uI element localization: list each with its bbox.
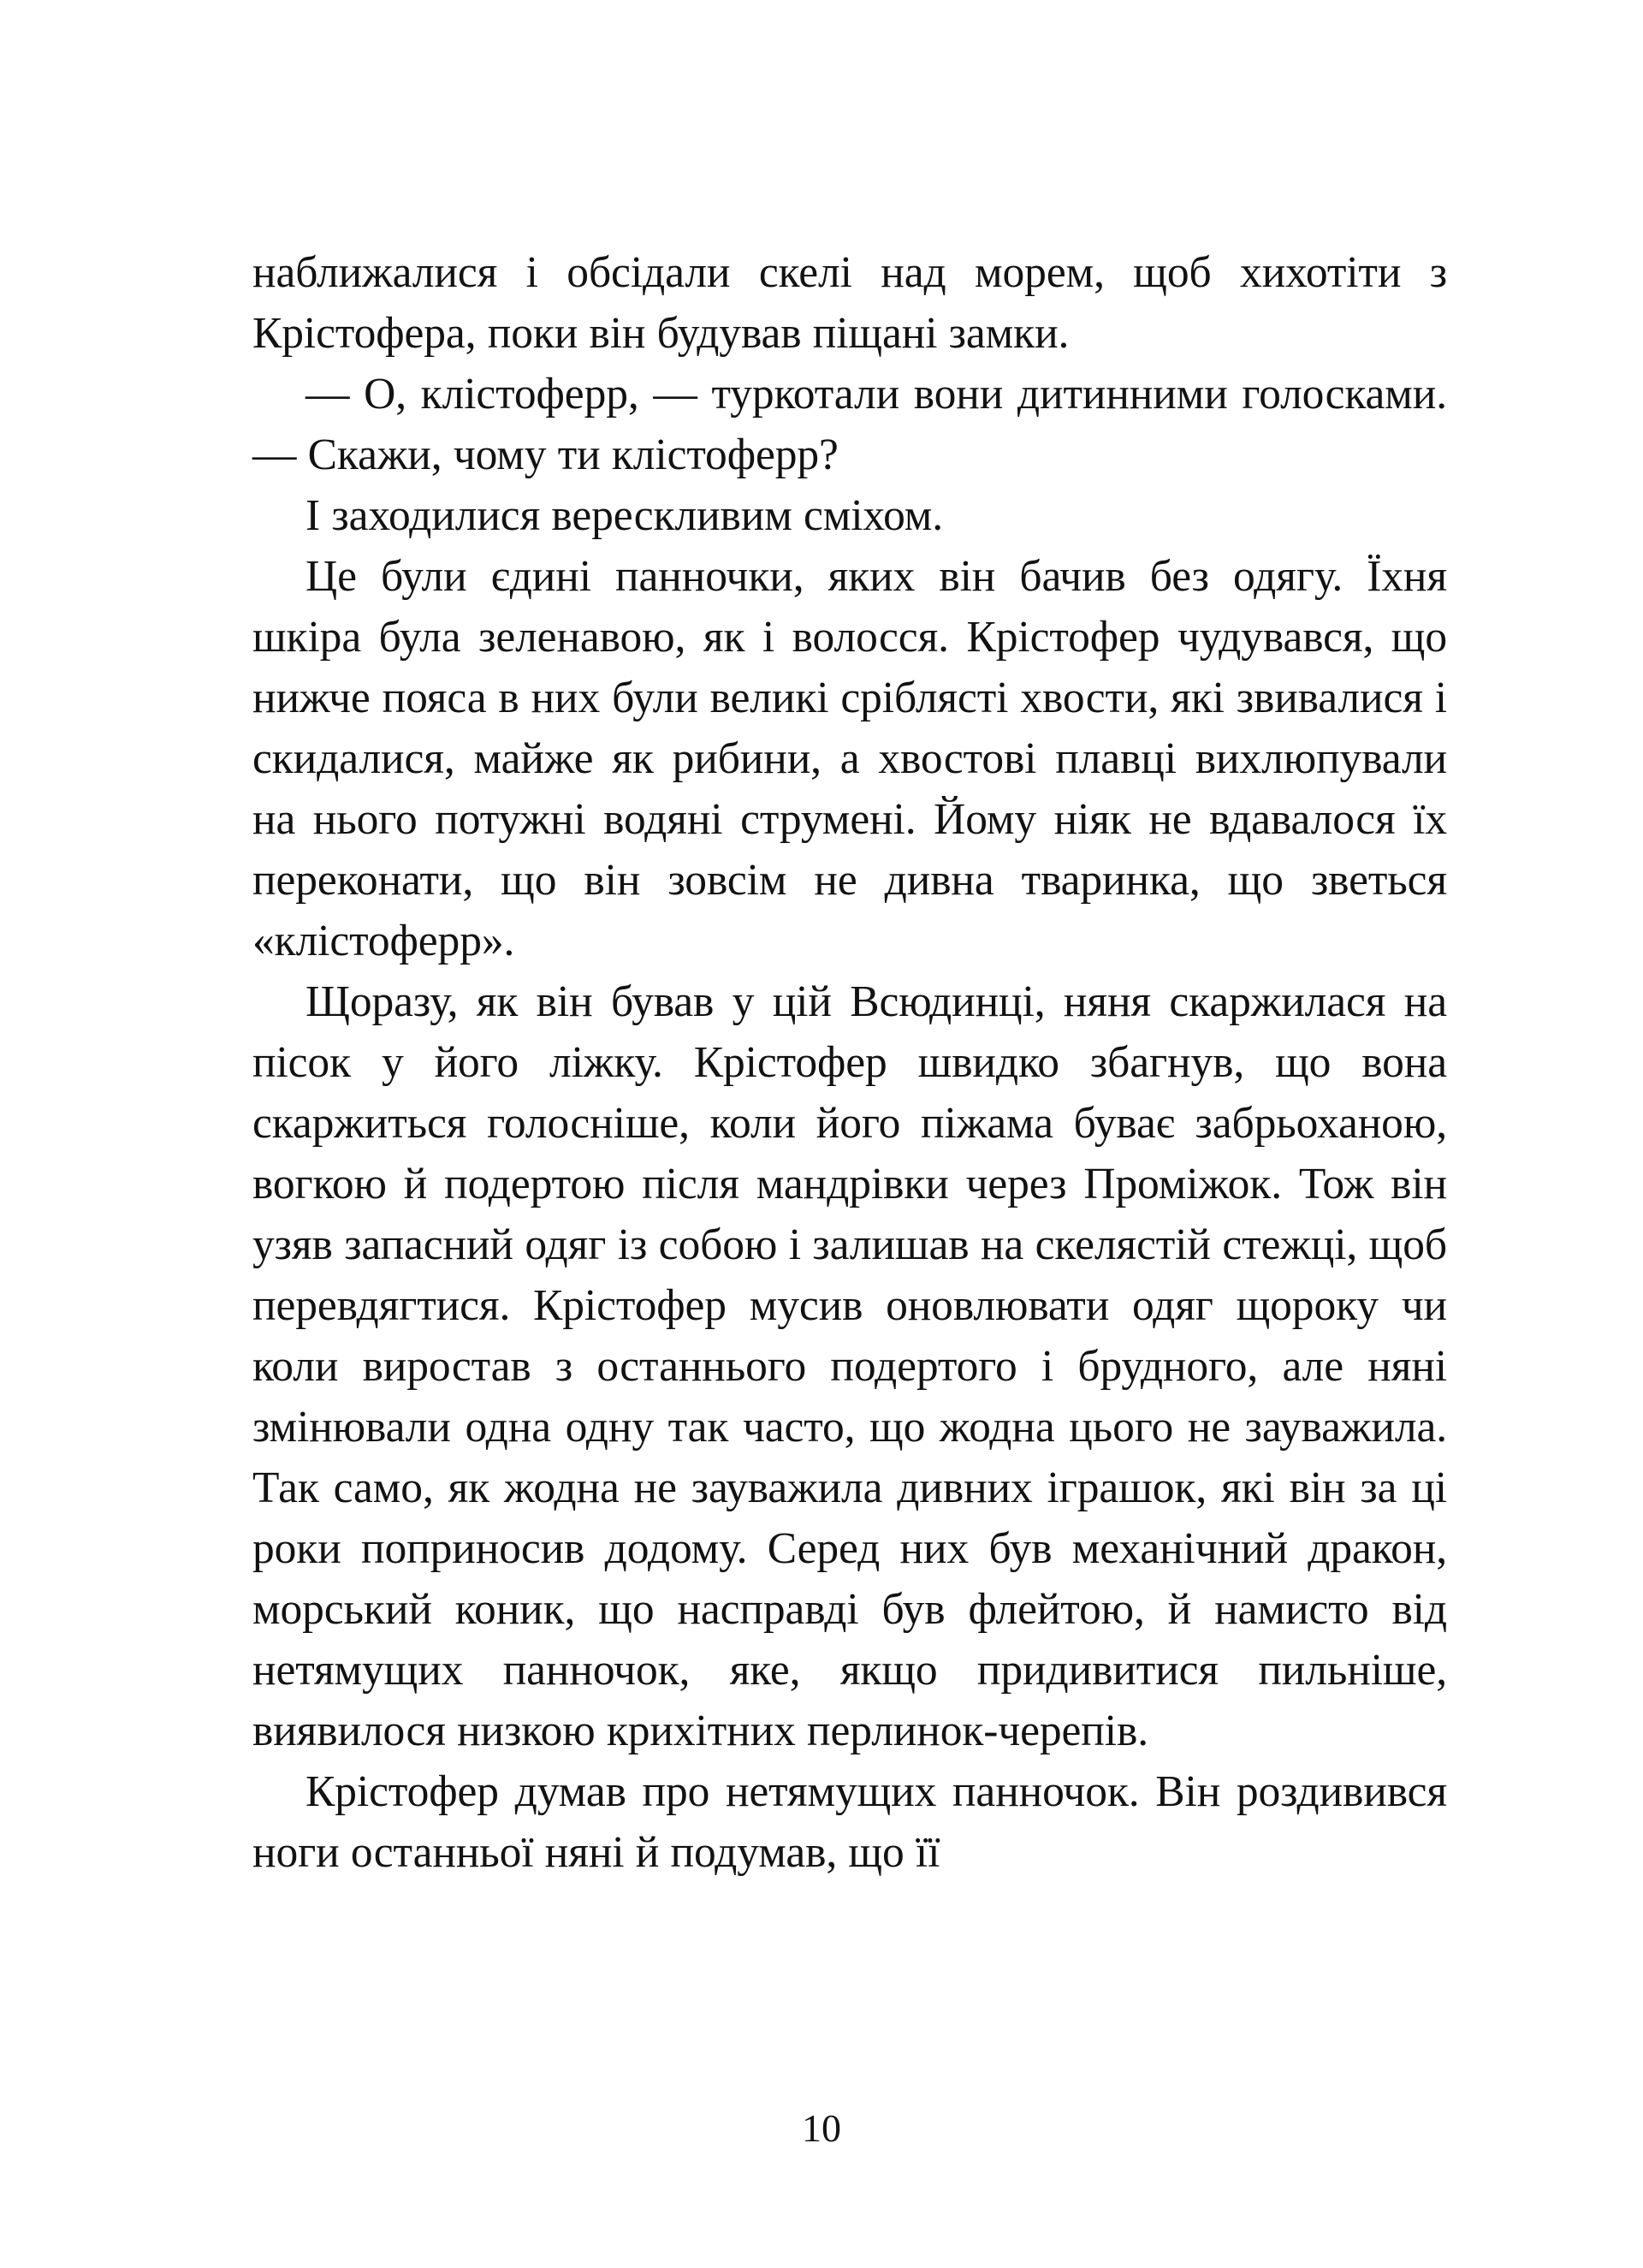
paragraph: Це були єдині панночки, яких він бачив без одягу. Їхня шкіра була зеленавою, як і волосся. Крістофер чудувався, що нижче пояса в них були великі сріблясті хвости, які звивалися і скидалися, майже як рибини, а хвостові плавці вихлюпували на нього потужні водяні струмені. Йому ніяк не вдавалося їх переконати, що він зовсім не дивна тваринка, що зветься «клістоферр». bbox=[252, 552, 1447, 965]
paragraph: Щоразу, як він бував у цій Всюдинці, няня скаржилася на пісок у його ліжку. Крістофер швидко збагнув, що вона скаржиться голосніше, коли його піжама буває забрьоханою, вогкою й подертою після мандрівки через Проміжок. Тож він узяв запасний одяг із собою і залишав на скелястій стежці, щоб перевдягтися. Крістофер мусив оновлювати одяг щороку чи коли виростав з останнього подертого і брудного, але няні змінювали одна одну так часто, що жодна цього не зауважила. Так само, як жодна не зауважила дивних іграшок, які він за ці роки попринoсив додому. Серед них був механічний дракон, морський коник, що насправді був флейтою, й намисто від нетямущих панночок, яке, якщо придивитися пильніше, виявилося низкою крихітних перлинок-черепів. bbox=[252, 977, 1447, 1755]
body-text-column bbox=[252, 242, 1447, 1883]
paragraph: Крістофер думав про нетямущих панночок. Він роздивився ноги останньої няні й подумав, що її bbox=[252, 1767, 1447, 1877]
paragraph: І заходилися верескливим сміхом. bbox=[305, 491, 944, 540]
page-number: 10 bbox=[802, 2106, 841, 2150]
paragraph: — О, клістоферр, — туркотали вони дитинними голосками. — Скажи, чому ти клістоферр? bbox=[252, 370, 1447, 479]
paragraph-continuation: наближалися і обсідали скелі над морем, щоб хихотіти з Крістофера, поки він будував піщані замки. bbox=[252, 248, 1447, 358]
